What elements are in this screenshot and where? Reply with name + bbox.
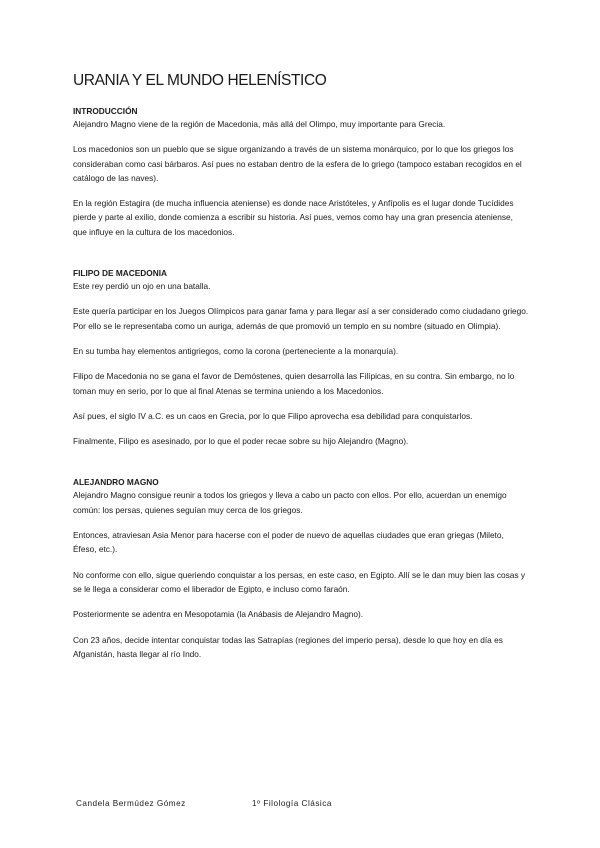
paragraph: En la región Estagira (de mucha influencia ateniense) es donde nace Aristóteles, y Anfípolis es el lugar donde Tucídides pierde y parte al exilio, donde comienza a escribir su historia. Así pues, vemos como hay una gran presencia ateniense, que influye en la cultura de los macedonios. — [73, 198, 514, 237]
paragraph: Este rey perdió un ojo en una batalla. — [73, 281, 211, 292]
paragraph: Con 23 años, decide intentar conquistar todas las Satrapías (regiones del imperio persa), desde lo que hoy en día es Afganistán, hasta llegar al río Indo. — [73, 634, 503, 659]
section-heading: ALEJANDRO MAGNO — [73, 477, 159, 488]
paragraph: Así pues, el siglo IV a.C. es un caos en Grecia, por lo que Filipo aprovecha esa debilidad para conquistarlos. — [73, 410, 473, 421]
paragraph: Filipo de Macedonia no se gana el favor de Demóstenes, quien desarrolla las Filípicas, en su contra. Sin embargo, no lo toman muy en serio, por lo que al final Atenas se termina uniendo a los Macedonios. — [73, 371, 515, 396]
paragraph: En su tumba hay elementos antigriegos, como la corona (perteneciente a la monarquía). — [73, 345, 399, 356]
paragraph: Alejandro Magno viene de la región de Macedonia, más allá del Olimpo, muy importante para Grecia. — [73, 119, 446, 129]
footer-course: 1º Filología Clásica — [252, 799, 332, 808]
section-alejandro — [73, 477, 529, 661]
section-filipo — [73, 268, 529, 448]
paragraph: Alejandro Magno consigue reunir a todos los griegos y lleva a cabo un pacto con ellos. Por ello, acuerdan un enemigo común: los persas, quienes seguían muy cerca de los griegos. — [73, 490, 507, 515]
section-heading: FILIPO DE MACEDONIA — [73, 268, 168, 279]
section-heading: INTRODUCCIÓN — [73, 106, 138, 116]
page-footer — [76, 799, 332, 808]
document-page — [73, 72, 529, 672]
paragraph: Posteriormente se adentra en Mesopotamia (la Anábasis de Alejandro Magno). — [73, 609, 364, 620]
paragraph: Entonces, atraviesan Asia Menor para hacerse con el poder de nuevo de aquellas ciudades que eran griegas (Mileto, Éfeso, etc.). — [73, 530, 504, 555]
footer-author: Candela Bermúdez Gómez — [76, 799, 186, 808]
paragraph: Finalmente, Filipo es asesinado, por lo que el poder recae sobre su hijo Alejandro (Magno). — [73, 436, 409, 447]
paragraph: Este quería participar en los Juegos Olímpicos para ganar fama y para llegar así a ser considerado como ciudadano griego. Por ello se le representaba como un auriga, además de que promovió un templo en su nombre (situado en Olimpia). — [73, 306, 529, 331]
section-introduccion — [73, 106, 529, 239]
document-title: URANIA Y EL MUNDO HELENÍSTICO — [73, 72, 327, 89]
paragraph: Los macedonios son un pueblo que se sigue organizando a través de un sistema monárquico, por lo que los griegos los consideraban como casi bárbaros. Así pues no estaban dentro de la esfera de lo griego (tampoco estaban recogidos en el catálogo de las naves). — [73, 144, 522, 183]
paragraph: No conforme con ello, sigue queriendo conquistar a los persas, en este caso, en Egipto. Allí se le dan muy bien las cosas y se le llega a considerar como el liberador de Egipto, e incluso como faraón. — [73, 569, 525, 594]
